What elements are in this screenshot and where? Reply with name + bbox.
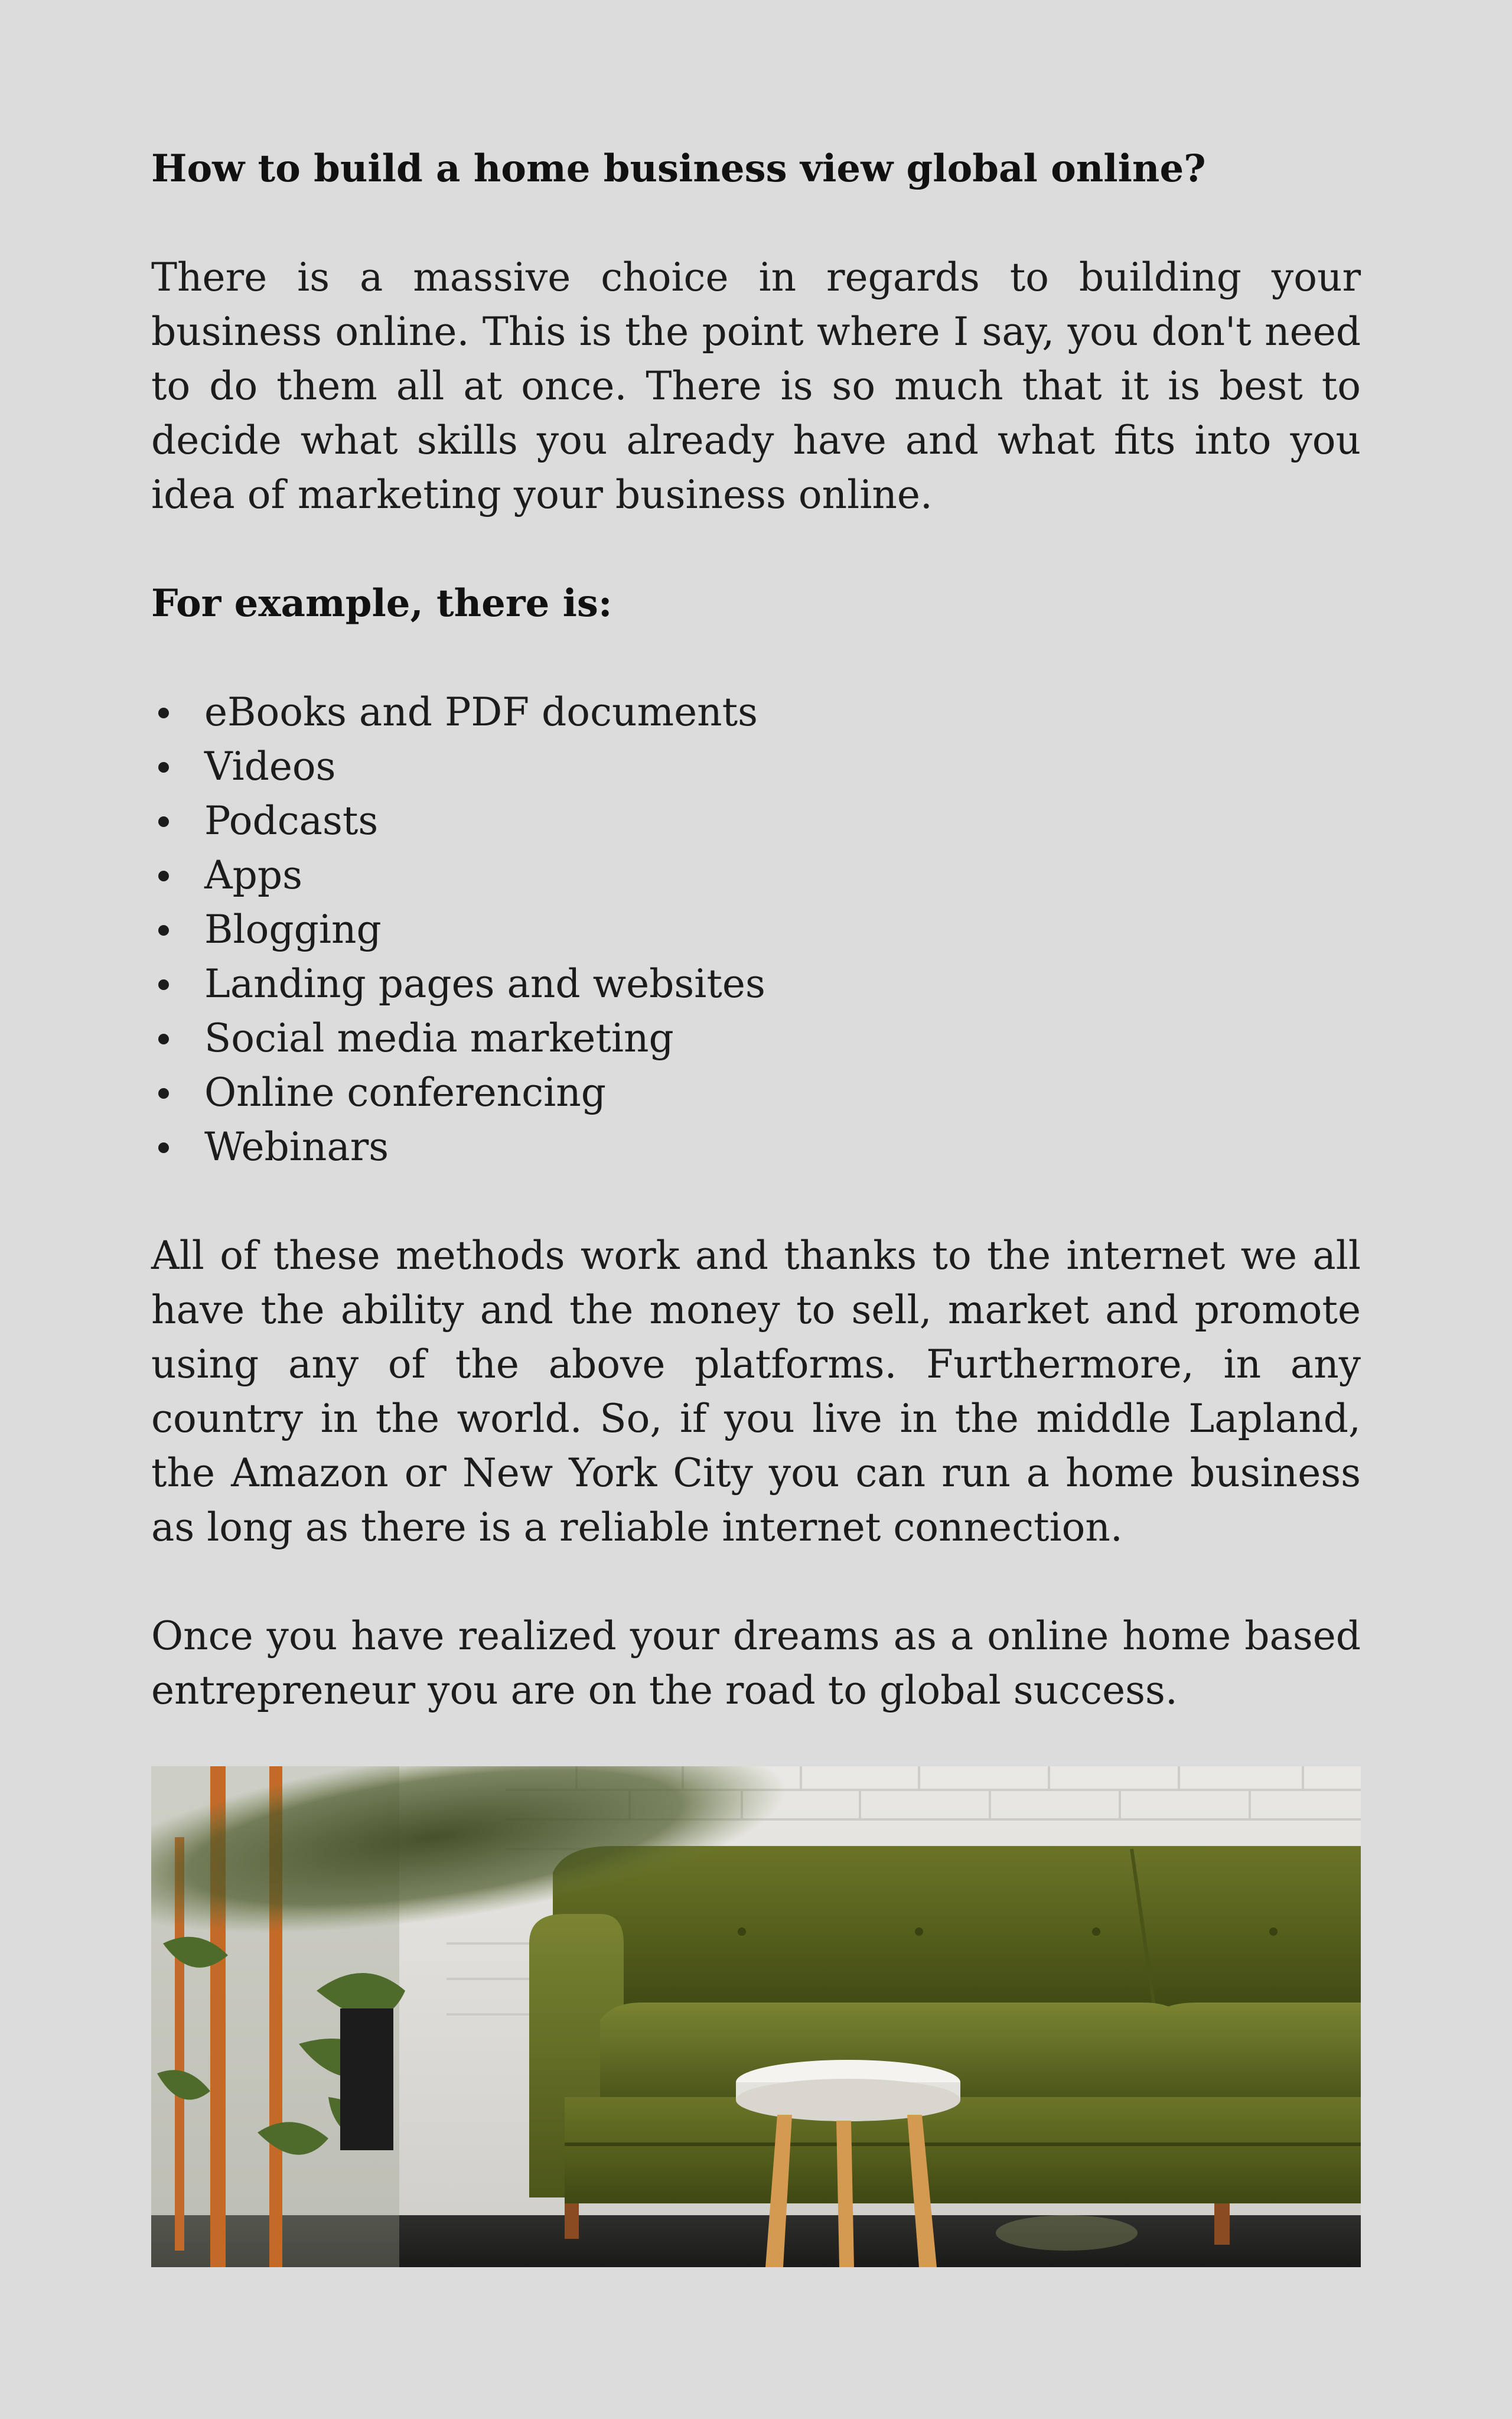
sofa-leg	[565, 2203, 579, 2239]
spacer	[151, 522, 1361, 577]
blurred-grass	[996, 2215, 1138, 2251]
list-item-label: Social media marketing	[204, 1015, 674, 1061]
article-heading: How to build a home business view global online?	[151, 146, 1206, 191]
list-item-label: Videos	[204, 744, 336, 789]
list-item	[151, 794, 1361, 848]
living-room-illustration	[151, 1766, 1361, 2267]
list-item	[151, 740, 1361, 794]
platform-list	[151, 685, 1361, 1174]
list-item-label: Blogging	[204, 907, 382, 952]
plant-pot	[340, 2008, 393, 2150]
bullet-dot-icon	[158, 1142, 169, 1153]
list-item	[151, 1066, 1361, 1120]
spacer	[151, 1174, 1361, 1229]
spacer	[151, 196, 1361, 250]
bullet-dot-icon	[158, 708, 169, 718]
list-item	[151, 1120, 1361, 1174]
list-item-label: Webinars	[204, 1124, 389, 1170]
sofa-base	[565, 2097, 1361, 2203]
list-item	[151, 1011, 1361, 1066]
living-room-photo	[151, 1766, 1361, 2267]
list-item	[151, 903, 1361, 957]
spacer	[151, 631, 1361, 685]
intro-paragraph: There is a massive choice in regards to building your business online. This is the point where I say, you don't need to do them all at once. There is so much that it is best to decide what skills you already have and what fits into you idea of marketing your business online.	[151, 255, 1361, 517]
spacer	[151, 1555, 1361, 1609]
article	[151, 142, 1361, 1718]
sofa-back	[553, 1846, 1361, 2014]
bullet-dot-icon	[158, 925, 169, 936]
sofa-cushion-right	[1155, 2003, 1361, 2097]
list-item-label: Landing pages and websites	[204, 961, 765, 1007]
list-item	[151, 685, 1361, 740]
list-item-label: Podcasts	[204, 798, 379, 844]
list-item-label: eBooks and PDF documents	[204, 689, 758, 735]
bullet-dot-icon	[158, 762, 169, 773]
list-item-label: Apps	[204, 852, 303, 898]
list-item-label: Online conferencing	[204, 1070, 607, 1115]
bullet-dot-icon	[158, 871, 169, 881]
bullet-dot-icon	[158, 979, 169, 990]
list-item	[151, 848, 1361, 903]
list-item	[151, 957, 1361, 1011]
sofa-leg	[1214, 2203, 1230, 2245]
closing-paragraph: Once you have realized your dreams as a online home based entrepreneur you are on the road to global success.	[151, 1613, 1361, 1713]
bullet-dot-icon	[158, 1088, 169, 1099]
bullet-dot-icon	[158, 816, 169, 827]
bullet-dot-icon	[158, 1034, 169, 1044]
methods-paragraph: All of these methods work and thanks to the internet we all have the ability and the money to sell, market and promote using any of the above platforms. Furthermore, in any country in the world. So, if you live in the middle Lapland, the Amazon or New York City you can run a home business as long as there is a reliable internet connection.	[151, 1233, 1361, 1550]
side-table-bottom	[736, 2079, 960, 2121]
examples-subheading: For example, there is:	[151, 581, 612, 626]
